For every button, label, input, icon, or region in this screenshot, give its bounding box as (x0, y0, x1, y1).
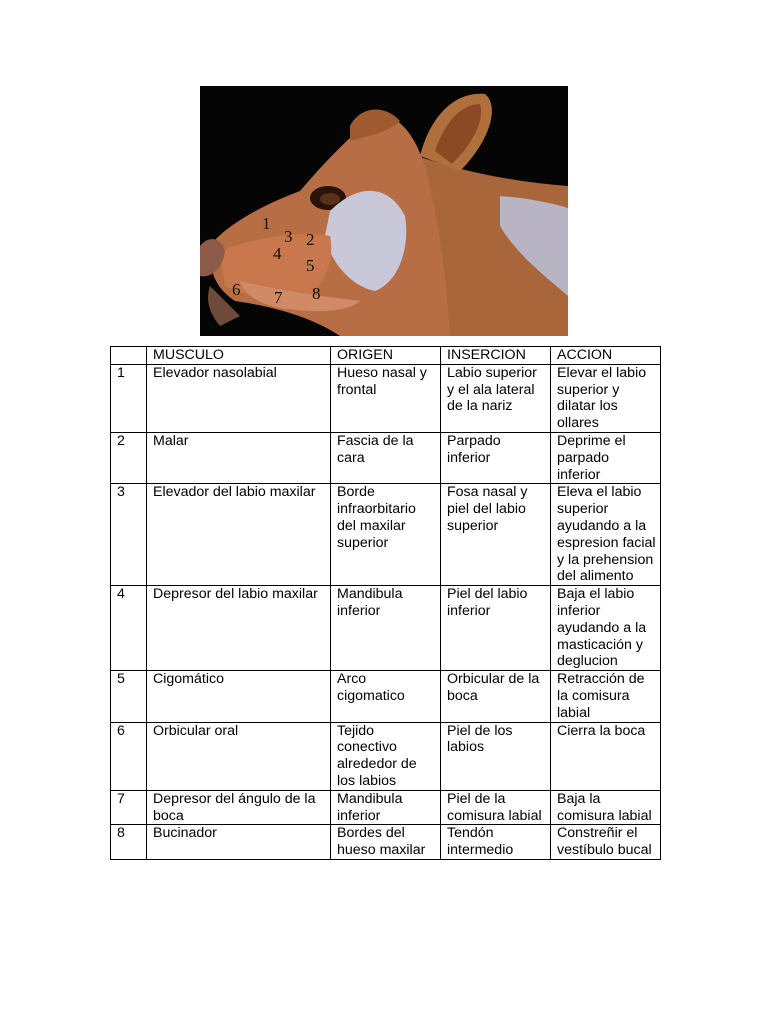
table-row (111, 671, 661, 722)
musculo-cell: Malar (147, 432, 331, 483)
insercion-cell: Fosa nasal y piel del labio superior (441, 484, 551, 586)
origen-cell: Fascia de la cara (331, 432, 441, 483)
accion-cell: Baja la comisura labial (551, 790, 661, 825)
figure-label-7: 7 (274, 288, 283, 307)
musculo-cell: Elevador del labio maxilar (147, 484, 331, 586)
row-number: 7 (111, 790, 147, 825)
origen-cell: Tejido conectivo alrededor de los labios (331, 722, 441, 790)
table-row (111, 722, 661, 790)
row-number: 3 (111, 484, 147, 586)
row-number: 8 (111, 825, 147, 860)
musculo-cell: Depresor del labio maxilar (147, 586, 331, 671)
figure-label-1: 1 (262, 214, 271, 233)
origen-cell: Bordes del hueso maxilar (331, 825, 441, 860)
insercion-cell: Labio superior y el ala lateral de la nariz (441, 364, 551, 432)
table-row (111, 364, 661, 432)
table-row (111, 484, 661, 586)
dissected-head-illustration (200, 86, 568, 336)
figure-label-8: 8 (312, 284, 321, 303)
origen-cell: Mandibula inferior (331, 586, 441, 671)
musculo-cell: Depresor del ángulo de la boca (147, 790, 331, 825)
header-accion: ACCION (551, 347, 661, 365)
insercion-cell: Orbicular de la boca (441, 671, 551, 722)
accion-cell: Cierra la boca (551, 722, 661, 790)
insercion-cell: Tendón intermedio (441, 825, 551, 860)
table-row (111, 586, 661, 671)
origen-cell: Arco cigomatico (331, 671, 441, 722)
header-musculo: MUSCULO (147, 347, 331, 365)
musculo-cell: Bucinador (147, 825, 331, 860)
header-origen: ORIGEN (331, 347, 441, 365)
table-row (111, 790, 661, 825)
row-number: 4 (111, 586, 147, 671)
insercion-cell: Piel de la comisura labial (441, 790, 551, 825)
figure-label-4: 4 (273, 244, 282, 263)
insercion-cell: Piel del labio inferior (441, 586, 551, 671)
header-number (111, 347, 147, 365)
figure-label-6: 6 (232, 280, 241, 299)
row-number: 5 (111, 671, 147, 722)
origen-cell: Borde infraorbitario del maxilar superior (331, 484, 441, 586)
row-number: 6 (111, 722, 147, 790)
row-number: 2 (111, 432, 147, 483)
accion-cell: Deprime el parpado inferior (551, 432, 661, 483)
table-row (111, 432, 661, 483)
accion-cell: Retracción de la comisura labial (551, 671, 661, 722)
musculo-cell: Elevador nasolabial (147, 364, 331, 432)
origen-cell: Hueso nasal y frontal (331, 364, 441, 432)
table-header-row (111, 347, 661, 365)
origen-cell: Mandibula inferior (331, 790, 441, 825)
accion-cell: Constreñir el vestíbulo bucal (551, 825, 661, 860)
insercion-cell: Parpado inferior (441, 432, 551, 483)
musculo-cell: Cigomático (147, 671, 331, 722)
figure-label-2: 2 (306, 230, 315, 249)
header-insercion: INSERCION (441, 347, 551, 365)
insercion-cell: Piel de los labios (441, 722, 551, 790)
figure-label-3: 3 (284, 227, 293, 246)
accion-cell: Eleva el labio superior ayudando a la espresion facial y la prehension del alimento (551, 484, 661, 586)
anatomy-photo (200, 86, 568, 336)
accion-cell: Elevar el labio superior y dilatar los ollares (551, 364, 661, 432)
muscle-table (110, 346, 661, 860)
table-row (111, 825, 661, 860)
musculo-cell: Orbicular oral (147, 722, 331, 790)
figure-label-5: 5 (306, 256, 315, 275)
row-number: 1 (111, 364, 147, 432)
accion-cell: Baja el labio inferior ayudando a la masticación y deglucion (551, 586, 661, 671)
